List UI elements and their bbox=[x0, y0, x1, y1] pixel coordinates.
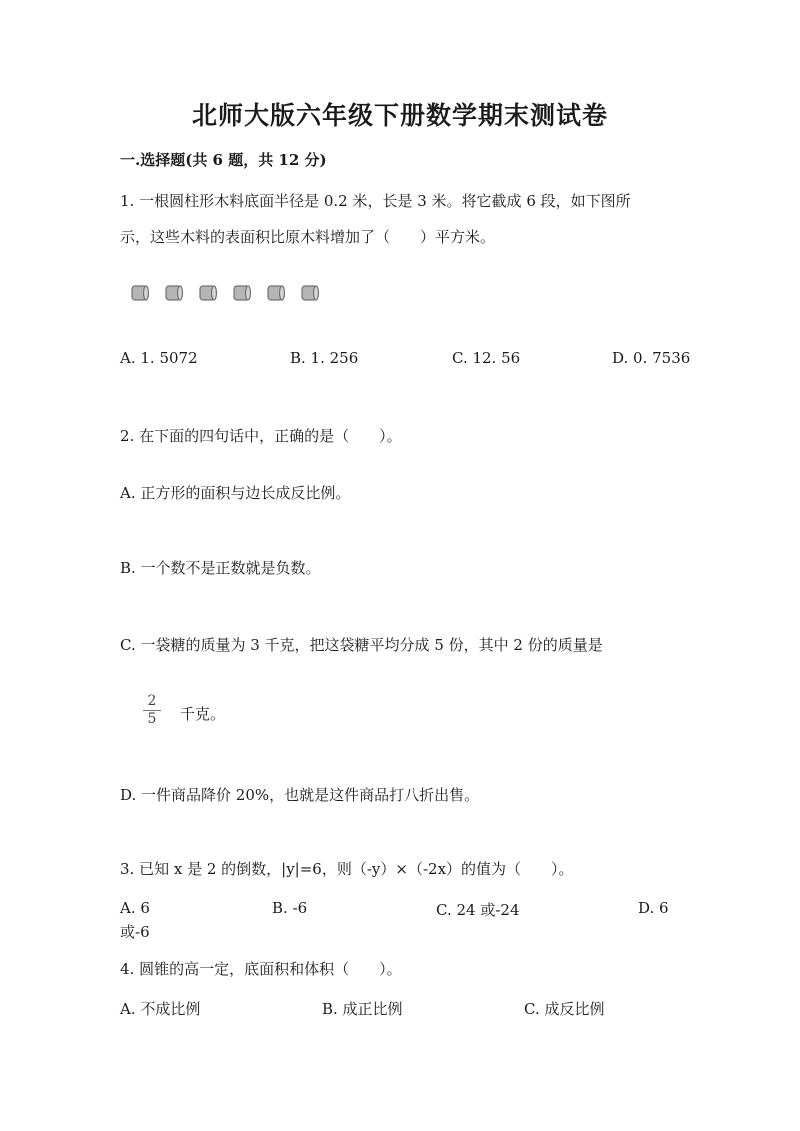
fraction-denominator: 5 bbox=[147, 711, 157, 727]
question-2-option-b[interactable]: B. 一个数不是正数就是负数。 bbox=[120, 559, 321, 577]
question-3-option-c[interactable]: C. 24 或-24 bbox=[436, 901, 520, 919]
question-3-option-a[interactable]: A. 6 bbox=[120, 899, 150, 917]
cylinder-piece-icon bbox=[266, 284, 286, 302]
fraction-two-fifths bbox=[143, 694, 161, 727]
cylinder-piece-icon bbox=[300, 284, 320, 302]
question-1-option-a[interactable]: A. 1. 5072 bbox=[120, 349, 198, 367]
question-2-option-c[interactable]: C. 一袋糖的质量为 3 千克，把这袋糖平均分成 5 份，其中 2 份的质量是 bbox=[120, 636, 603, 654]
question-1-option-c[interactable]: C. 12. 56 bbox=[452, 349, 521, 367]
question-4-stem: 4. 圆锥的高一定，底面积和体积（ ）。 bbox=[120, 960, 402, 978]
question-4-option-a[interactable]: A. 不成比例 bbox=[120, 1000, 201, 1018]
question-4-option-c[interactable]: C. 成反比例 bbox=[524, 1000, 605, 1018]
cylinder-piece-icon bbox=[164, 284, 184, 302]
question-4-option-b[interactable]: B. 成正比例 bbox=[322, 1000, 403, 1018]
question-1-line-1: 1. 一根圆柱形木料底面半径是 0.2 米，长是 3 米。将它截成 6 段，如下图所 bbox=[120, 192, 631, 210]
section-heading: 一.选择题(共 6 题，共 12 分) bbox=[120, 151, 327, 169]
cylinder-piece-icon bbox=[130, 284, 150, 302]
question-2-option-a[interactable]: A. 正方形的面积与边长成反比例。 bbox=[120, 484, 351, 502]
question-3-option-d-continued: 或-6 bbox=[120, 923, 150, 941]
page-title: 北师大版六年级下册数学期末测试卷 bbox=[191, 101, 608, 130]
question-3-stem: 3. 已知 x 是 2 的倒数，|y|=6，则（-y）×（-2x）的值为（ ）。 bbox=[120, 860, 574, 878]
question-2-option-d[interactable]: D. 一件商品降价 20%，也就是这件商品打八折出售。 bbox=[120, 786, 480, 804]
cylinder-piece-icon bbox=[232, 284, 252, 302]
fraction-numerator: 2 bbox=[147, 693, 157, 709]
question-1-option-d[interactable]: D. 0. 7536 bbox=[612, 349, 691, 367]
question-3-option-d[interactable]: D. 6 bbox=[638, 899, 669, 917]
question-3-option-b[interactable]: B. -6 bbox=[272, 899, 308, 917]
cylinder-piece-icon bbox=[198, 284, 218, 302]
question-1-line-2: 示，这些木料的表面积比原木料增加了（ ）平方米。 bbox=[120, 228, 496, 246]
question-2-option-c-unit: 千克。 bbox=[180, 705, 226, 723]
question-2-stem: 2. 在下面的四句话中，正确的是（ ）。 bbox=[120, 427, 402, 445]
question-1-option-b[interactable]: B. 1. 256 bbox=[290, 349, 359, 367]
